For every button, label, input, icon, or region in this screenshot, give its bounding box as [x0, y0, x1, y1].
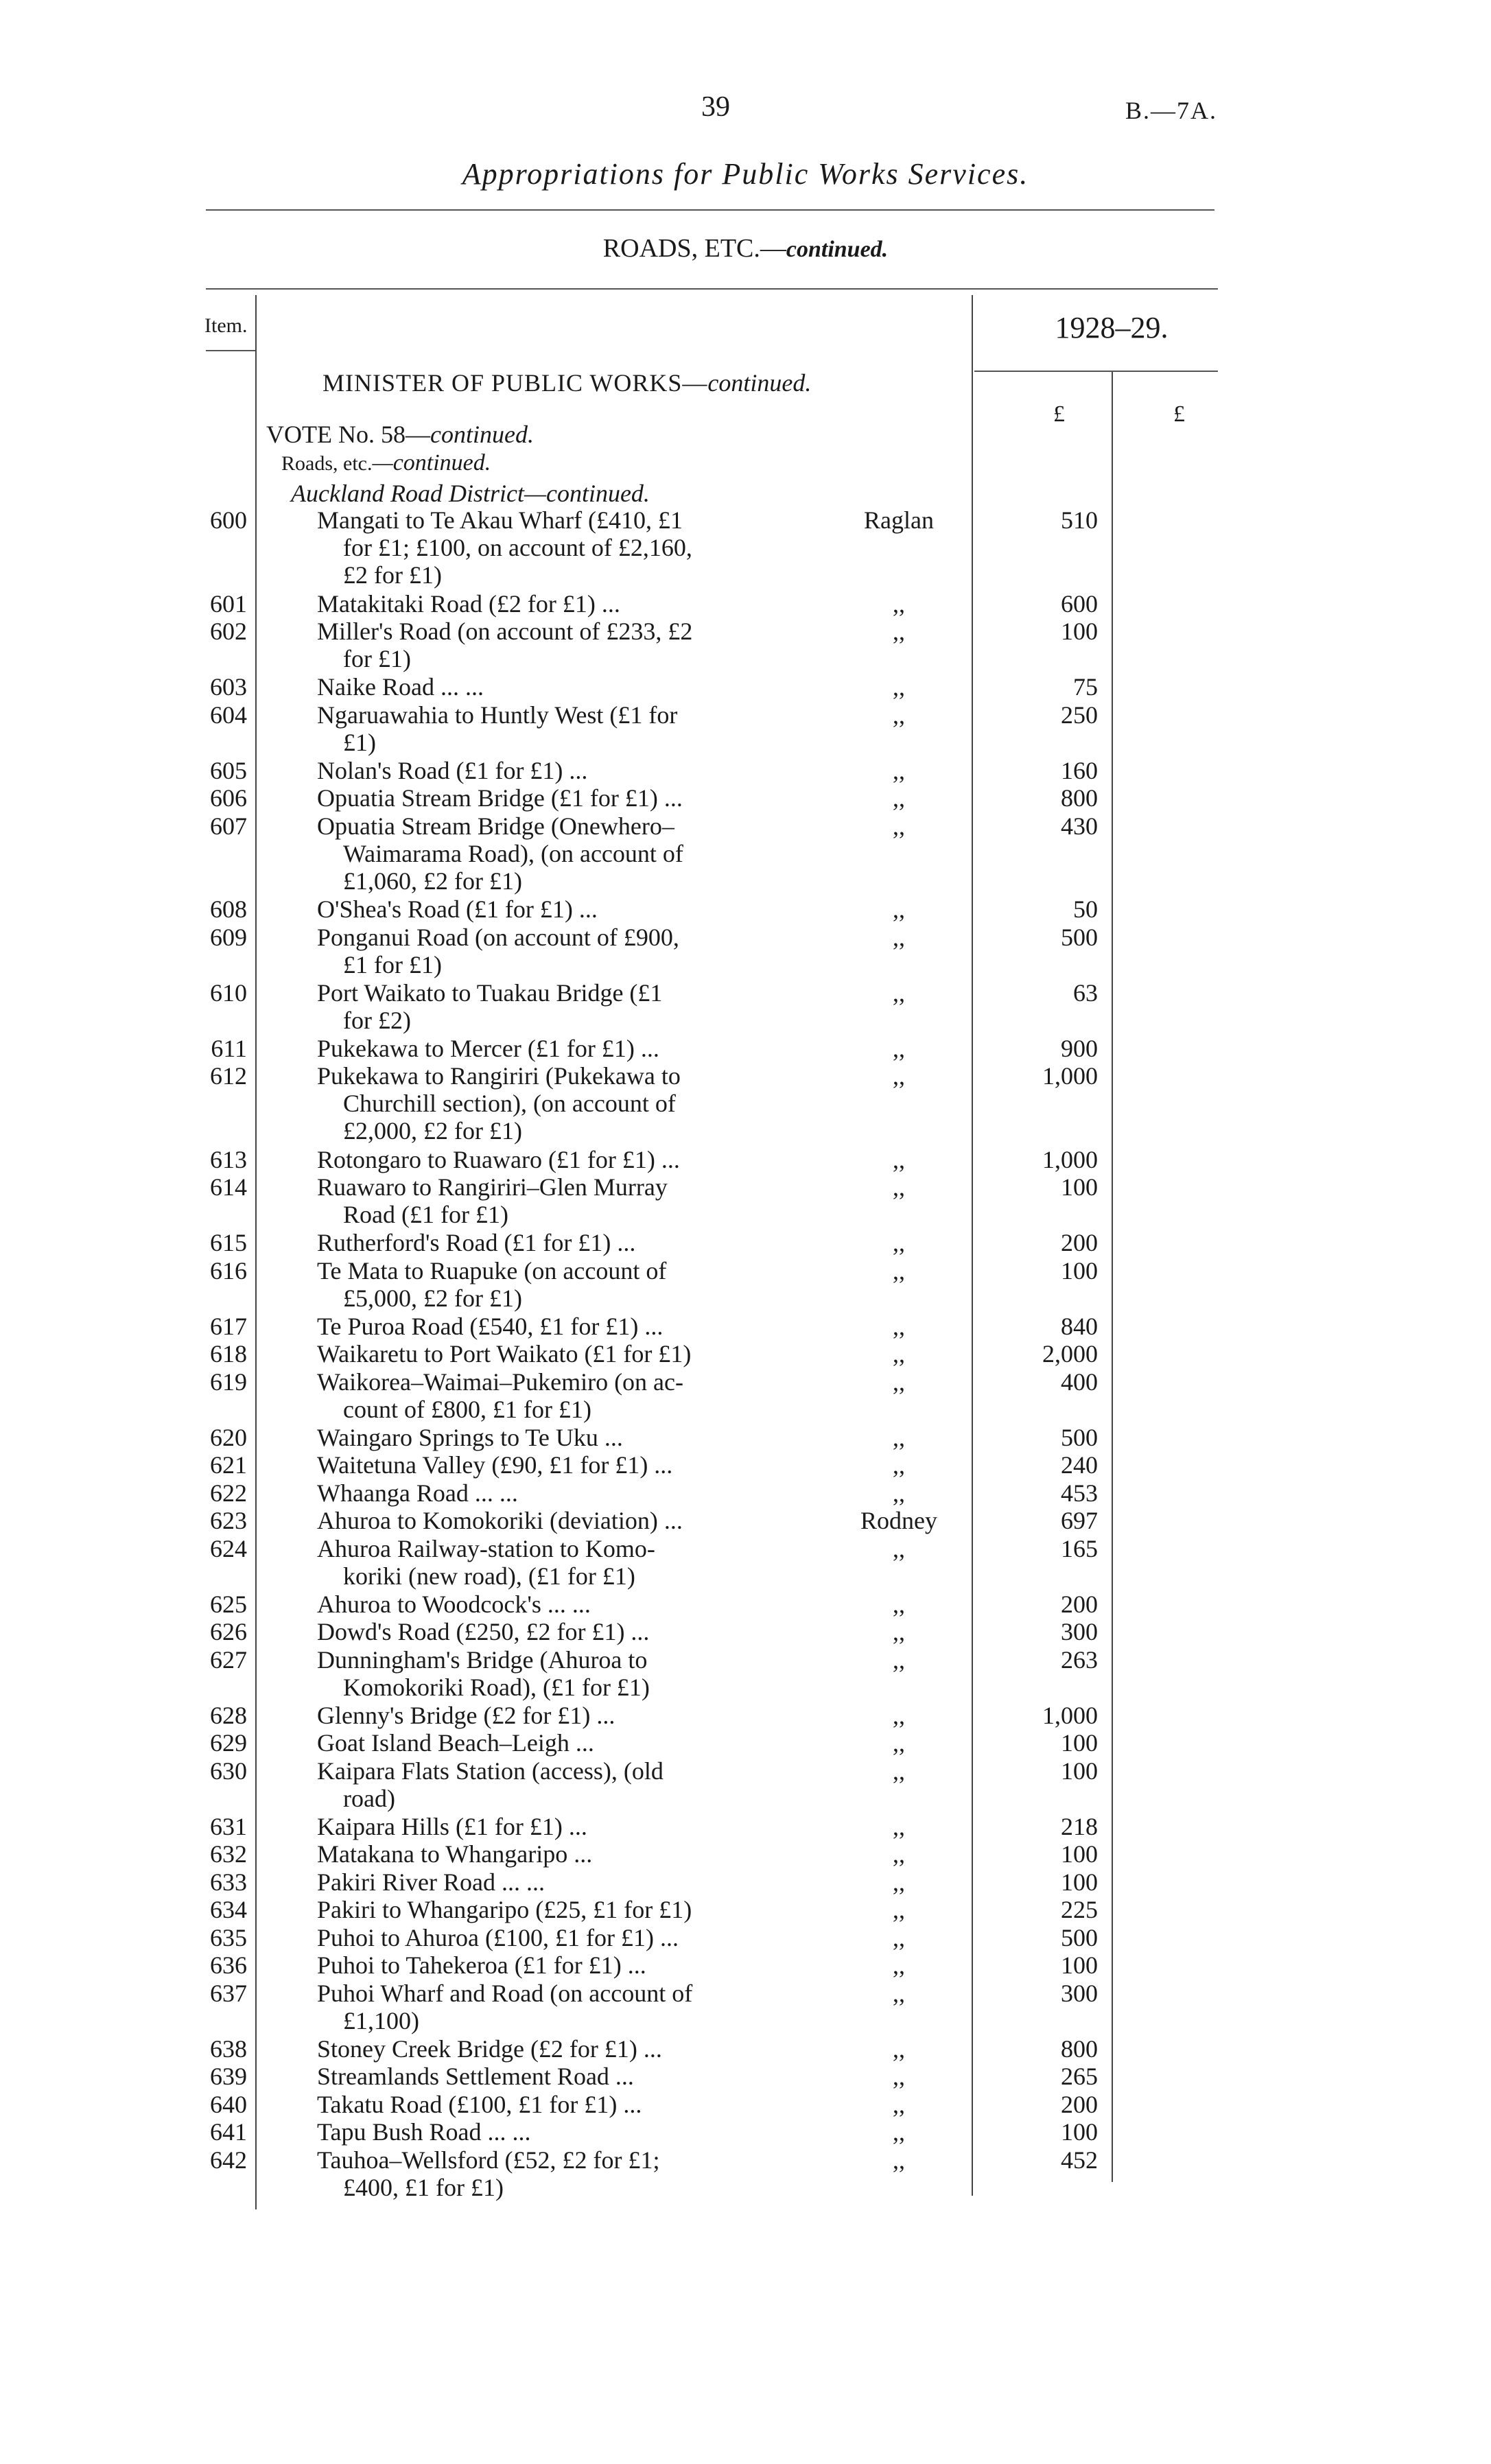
item-description-line: Dunningham's Bridge (Ahuroa to: [317, 1645, 648, 1674]
item-district: ,,: [893, 1479, 905, 1507]
item-description-line: Matakana to Whangaripo ...: [317, 1840, 593, 1868]
item-amount: 200: [1061, 2090, 1098, 2118]
item-amount: 300: [1061, 1979, 1098, 2007]
minister-heading-continued: continued.: [707, 369, 812, 397]
item-number: 615: [210, 1229, 247, 1256]
item-amount: 300: [1061, 1618, 1098, 1645]
item-description: [317, 1535, 784, 1590]
item-number: 630: [210, 1757, 247, 1785]
item-district: ,,: [893, 2118, 905, 2146]
item-description: [317, 1980, 784, 2034]
item-district: ,,: [893, 1979, 905, 2007]
item-description-line: O'Shea's Road (£1 for £1) ...: [317, 895, 598, 923]
item-amount: 200: [1061, 1590, 1098, 1618]
item-description-line: Miller's Road (on account of £233, £2: [317, 618, 693, 645]
item-district: ,,: [893, 1062, 905, 1090]
item-district: ,,: [893, 673, 905, 701]
vote-heading-text: VOTE No. 58—: [266, 421, 430, 448]
district-subheading: [291, 479, 650, 508]
item-amount: 100: [1061, 618, 1098, 645]
item-district: ,,: [893, 978, 905, 1007]
item-description-line: for £1; £100, on account of £2,160,: [343, 534, 692, 561]
amount-column-rule: [1112, 371, 1113, 2182]
item-description-line: Komokoriki Road), (£1 for £1): [343, 1673, 650, 1701]
item-district: ,,: [893, 1229, 905, 1256]
item-number: 635: [210, 1923, 247, 1951]
item-description-line: Port Waikato to Tuakau Bridge (£1: [317, 978, 663, 1007]
item-district: ,,: [893, 2063, 905, 2090]
item-description: [317, 2035, 784, 2063]
item-description-line: Te Mata to Ruapuke (on account of: [317, 1256, 667, 1284]
section-heading-main: ROADS, ETC.—: [602, 234, 786, 263]
item-amount: 1,000: [1042, 1145, 1098, 1173]
item-district: Rodney: [860, 1507, 937, 1534]
item-district: ,,: [893, 1534, 905, 1562]
item-description: [317, 2118, 784, 2146]
item-number: 632: [210, 1840, 247, 1868]
item-district: ,,: [893, 1618, 905, 1645]
item-description-line: Matakitaki Road (£2 for £1) ...: [317, 589, 620, 618]
item-number: 616: [210, 1256, 247, 1284]
item-amount: 250: [1061, 701, 1098, 729]
item-number: 642: [210, 2146, 247, 2174]
item-description: [317, 1646, 784, 1701]
item-description-line: £1 for £1): [343, 950, 442, 978]
item-description-line: £1,060, £2 for £1): [343, 867, 522, 895]
item-amount: 218: [1061, 1812, 1098, 1840]
item-description-line: Glenny's Bridge (£2 for £1) ...: [317, 1701, 615, 1729]
item-number: 609: [210, 923, 247, 951]
item-description-line: Ahuroa to Komokoriki (deviation) ...: [317, 1507, 683, 1534]
item-district: ,,: [893, 618, 905, 645]
item-description-line: Ponganui Road (on account of £900,: [317, 923, 679, 951]
item-description-line: koriki (new road), (£1 for £1): [343, 1562, 635, 1590]
item-description-line: Puhoi to Tahekeroa (£1 for £1) ...: [317, 1951, 646, 1979]
item-description-line: £400, £1 for £1): [343, 2173, 504, 2201]
item-description-line: Waingaro Springs to Te Uku ...: [317, 1423, 623, 1451]
minister-heading-text: MINISTER OF PUBLIC WORKS—: [322, 369, 708, 397]
item-district: ,,: [893, 812, 905, 840]
item-amount: 100: [1061, 2118, 1098, 2146]
item-description: [317, 1591, 784, 1618]
vote-heading-continued: continued.: [430, 421, 534, 448]
item-number: 618: [210, 1340, 247, 1368]
item-description-line: Rutherford's Road (£1 for £1) ...: [317, 1229, 636, 1256]
item-number: 614: [210, 1173, 247, 1201]
item-amount: 75: [1073, 673, 1098, 701]
item-number: 617: [210, 1312, 247, 1340]
item-district: ,,: [893, 923, 905, 951]
year-column-header: 1928–29.: [1055, 311, 1169, 344]
item-number: 601: [210, 589, 247, 618]
item-number: 602: [210, 618, 247, 645]
item-description: [317, 1729, 784, 1757]
item-description-line: count of £800, £1 for £1): [343, 1395, 591, 1423]
item-amount: 100: [1061, 1951, 1098, 1979]
item-district: ,,: [893, 1451, 905, 1479]
item-column-header: Item.: [204, 314, 248, 337]
item-amount: 2,000: [1042, 1340, 1098, 1368]
item-number: 606: [210, 784, 247, 812]
item-column-rule: [255, 295, 257, 2209]
item-amount: 500: [1061, 923, 1098, 951]
item-amount: 160: [1061, 756, 1098, 784]
item-description: [317, 618, 784, 672]
item-amount: 265: [1061, 2063, 1098, 2090]
item-district: ,,: [893, 1896, 905, 1923]
item-description-line: Stoney Creek Bridge (£2 for £1) ...: [317, 2034, 662, 2063]
item-district: Raglan: [864, 506, 934, 534]
item-description-line: Road (£1 for £1): [343, 1201, 508, 1228]
item-description: [317, 1840, 784, 1868]
item-description: [317, 1257, 784, 1312]
district-column-rule: [972, 295, 973, 2196]
item-amount: 100: [1061, 1868, 1098, 1896]
item-district: ,,: [893, 1340, 905, 1368]
item-number: 619: [210, 1368, 247, 1396]
item-amount: 500: [1061, 1923, 1098, 1951]
item-description-line: Opuatia Stream Bridge (£1 for £1) ...: [317, 784, 683, 812]
item-number: 634: [210, 1896, 247, 1923]
item-description-line: Streamlands Settlement Road ...: [317, 2063, 634, 2090]
item-number: 629: [210, 1729, 247, 1757]
item-description-line: Whaanga Road ... ...: [317, 1479, 518, 1507]
item-description: [317, 1035, 784, 1062]
item-description: [317, 895, 784, 923]
item-district: ,,: [893, 1729, 905, 1757]
minister-heading: [322, 368, 811, 397]
item-description: [317, 673, 784, 701]
item-description-line: Churchill section), (on account of: [343, 1090, 676, 1117]
item-description: [317, 1507, 784, 1534]
item-description: [317, 1313, 784, 1340]
item-description: [317, 1618, 784, 1645]
item-district: ,,: [893, 1951, 905, 1979]
item-description-line: Takatu Road (£100, £1 for £1) ...: [317, 2090, 642, 2118]
item-number: 607: [210, 812, 247, 840]
item-description-line: Rotongaro to Ruawaro (£1 for £1) ...: [317, 1145, 680, 1173]
item-district: ,,: [893, 1757, 905, 1785]
item-number: 611: [211, 1034, 247, 1062]
item-district: ,,: [893, 756, 905, 784]
item-amount: 510: [1061, 506, 1098, 534]
item-amount: 240: [1061, 1451, 1098, 1479]
item-district: ,,: [893, 1034, 905, 1062]
item-description: [317, 1924, 784, 1951]
item-description: [317, 1757, 784, 1812]
item-district: ,,: [893, 1590, 905, 1618]
item-district: ,,: [893, 1645, 905, 1674]
item-number: 610: [210, 978, 247, 1007]
item-description: [317, 1424, 784, 1451]
item-district: ,,: [893, 1840, 905, 1868]
item-description: [317, 1062, 784, 1145]
item-amount: 452: [1061, 2146, 1098, 2174]
roads-subheading-text: Roads, etc.: [281, 452, 373, 475]
item-description: [317, 1702, 784, 1729]
item-number: 612: [210, 1062, 247, 1090]
item-number: 631: [210, 1812, 247, 1840]
page-title: Appropriations for Public Works Services.: [462, 157, 1029, 191]
item-description-line: £5,000, £2 for £1): [343, 1284, 522, 1312]
item-amount: 800: [1061, 784, 1098, 812]
item-district: ,,: [893, 2146, 905, 2174]
item-amount: 100: [1061, 1729, 1098, 1757]
item-number: 624: [210, 1534, 247, 1562]
district-continued: —continued.: [524, 480, 650, 507]
item-number: 638: [210, 2034, 247, 2063]
item-amount: 697: [1061, 1507, 1098, 1534]
item-number: 604: [210, 701, 247, 729]
item-description-line: Kaipara Hills (£1 for £1) ...: [317, 1812, 587, 1840]
item-district: ,,: [893, 1923, 905, 1951]
item-description: [317, 2146, 784, 2201]
item-number: 633: [210, 1868, 247, 1896]
item-amount: 500: [1061, 1423, 1098, 1451]
item-description-line: Pukekawa to Mercer (£1 for £1) ...: [317, 1034, 659, 1062]
item-description: [317, 701, 784, 756]
item-description: [317, 1173, 784, 1228]
item-amount: 600: [1061, 589, 1098, 618]
item-district: ,,: [893, 1145, 905, 1173]
item-description: [317, 1868, 784, 1896]
item-district: ,,: [893, 1701, 905, 1729]
item-description-line: Naike Road ... ...: [317, 673, 484, 701]
item-description-line: Waikaretu to Port Waikato (£1 for £1): [317, 1340, 692, 1368]
item-district: ,,: [893, 1423, 905, 1451]
item-description: [317, 979, 784, 1034]
item-description-line: for £1): [343, 645, 411, 672]
item-description: [317, 784, 784, 812]
item-number: 639: [210, 2063, 247, 2090]
item-district: ,,: [893, 1312, 905, 1340]
item-description-line: Puhoi to Ahuroa (£100, £1 for £1) ...: [317, 1923, 679, 1951]
item-description-line: Pukekawa to Rangiriri (Pukekawa to: [317, 1062, 681, 1090]
item-amount: 400: [1061, 1368, 1098, 1396]
item-number: 605: [210, 756, 247, 784]
item-description-line: Waitetuna Valley (£90, £1 for £1) ...: [317, 1451, 673, 1479]
item-number: 603: [210, 673, 247, 701]
item-description-line: £2 for £1): [343, 561, 442, 589]
item-number: 626: [210, 1618, 247, 1645]
item-description-line: Waimarama Road), (on account of: [343, 839, 683, 867]
item-description: [317, 1951, 784, 1979]
item-amount: 100: [1061, 1757, 1098, 1785]
roads-subheading-continued: —continued.: [372, 450, 491, 476]
item-description: [317, 1146, 784, 1173]
item-description-line: Nolan's Road (£1 for £1) ...: [317, 756, 588, 784]
item-description-line: £1,100): [343, 2006, 419, 2034]
item-amount: 63: [1073, 978, 1098, 1007]
document-reference: B.—7A.: [1125, 97, 1218, 124]
item-amount: 1,000: [1042, 1062, 1098, 1090]
item-amount: 900: [1061, 1034, 1098, 1062]
item-description-line: £2,000, £2 for £1): [343, 1117, 522, 1145]
item-description: [317, 506, 784, 589]
item-number: 640: [210, 2090, 247, 2118]
item-description-line: Ahuroa Railway-station to Komo-: [317, 1534, 655, 1562]
item-district: ,,: [893, 1256, 905, 1284]
item-description: [317, 2063, 784, 2090]
item-description: [317, 590, 784, 618]
item-description-line: Ahuroa to Woodcock's ... ...: [317, 1590, 591, 1618]
item-amount: 50: [1073, 895, 1098, 923]
item-description: [317, 757, 784, 784]
item-number: 625: [210, 1590, 247, 1618]
item-description: [317, 1340, 784, 1368]
item-district: ,,: [893, 1868, 905, 1896]
item-amount: 100: [1061, 1256, 1098, 1284]
item-number: 608: [210, 895, 247, 923]
item-amount: 100: [1061, 1173, 1098, 1201]
section-heading-continued: continued.: [786, 237, 889, 262]
item-head-rule: [206, 350, 255, 351]
item-amount: 800: [1061, 2034, 1098, 2063]
title-rule: [206, 209, 1214, 211]
item-number: 637: [210, 1979, 247, 2007]
item-amount: 100: [1061, 1840, 1098, 1868]
item-description: [317, 1896, 784, 1923]
item-description-line: Pakiri River Road ... ...: [317, 1868, 545, 1896]
item-amount: 1,000: [1042, 1701, 1098, 1729]
item-amount: 225: [1061, 1896, 1098, 1923]
item-district: ,,: [893, 589, 905, 618]
item-number: 613: [210, 1145, 247, 1173]
item-amount: 200: [1061, 1229, 1098, 1256]
item-number: 621: [210, 1451, 247, 1479]
item-number: 600: [210, 506, 247, 534]
item-description: [317, 1813, 784, 1840]
pound-left-header: £: [1053, 401, 1065, 427]
item-number: 620: [210, 1423, 247, 1451]
item-description-line: for £2): [343, 1006, 411, 1034]
item-description-line: £1): [343, 728, 376, 756]
item-description-line: road): [343, 1784, 395, 1812]
item-number: 622: [210, 1479, 247, 1507]
item-amount: 430: [1061, 812, 1098, 840]
district-name: Auckland Road District: [291, 480, 524, 507]
item-number: 627: [210, 1645, 247, 1674]
section-rule: [206, 288, 1218, 290]
vote-heading: [266, 420, 534, 449]
item-description-line: Ngaruawahia to Huntly West (£1 for: [317, 701, 678, 729]
item-description-line: Waikorea–Waimai–Pukemiro (on ac-: [317, 1368, 684, 1396]
item-description: [317, 1479, 784, 1507]
item-description: [317, 2091, 784, 2118]
item-district: ,,: [893, 1812, 905, 1840]
item-district: ,,: [893, 2090, 905, 2118]
item-description-line: Goat Island Beach–Leigh ...: [317, 1729, 594, 1757]
item-description: [317, 924, 784, 978]
item-description-line: Mangati to Te Akau Wharf (£410, £1: [317, 506, 683, 534]
item-description-line: Tauhoa–Wellsford (£52, £2 for £1;: [317, 2146, 660, 2174]
item-description-line: Puhoi Wharf and Road (on account of: [317, 1979, 693, 2007]
pound-right-header: £: [1173, 401, 1185, 427]
roads-subheading: [281, 450, 491, 476]
item-description: [317, 1229, 784, 1256]
item-description-line: Opuatia Stream Bridge (Onewhero–: [317, 812, 674, 840]
item-district: ,,: [893, 1368, 905, 1396]
item-description: [317, 812, 784, 895]
item-description-line: Pakiri to Whangaripo (£25, £1 for £1): [317, 1896, 692, 1923]
year-head-rule: [974, 371, 1218, 372]
item-district: ,,: [893, 2034, 905, 2063]
item-district: ,,: [893, 1173, 905, 1201]
item-amount: 453: [1061, 1479, 1098, 1507]
item-description: [317, 1451, 784, 1479]
item-description-line: Tapu Bush Road ... ...: [317, 2118, 531, 2146]
item-description-line: Kaipara Flats Station (access), (old: [317, 1757, 664, 1785]
item-district: ,,: [893, 895, 905, 923]
item-amount: 263: [1061, 1645, 1098, 1674]
item-amount: 165: [1061, 1534, 1098, 1562]
item-description: [317, 1368, 784, 1423]
item-description-line: Dowd's Road (£250, £2 for £1) ...: [317, 1618, 650, 1645]
item-number: 641: [210, 2118, 247, 2146]
page-number: 39: [701, 91, 730, 123]
item-description-line: Ruawaro to Rangiriri–Glen Murray: [317, 1173, 668, 1201]
item-number: 636: [210, 1951, 247, 1979]
item-description-line: Te Puroa Road (£540, £1 for £1) ...: [317, 1312, 664, 1340]
section-heading: [0, 233, 1491, 263]
item-number: 623: [210, 1507, 247, 1534]
item-district: ,,: [893, 784, 905, 812]
item-district: ,,: [893, 701, 905, 729]
item-amount: 840: [1061, 1312, 1098, 1340]
item-number: 628: [210, 1701, 247, 1729]
